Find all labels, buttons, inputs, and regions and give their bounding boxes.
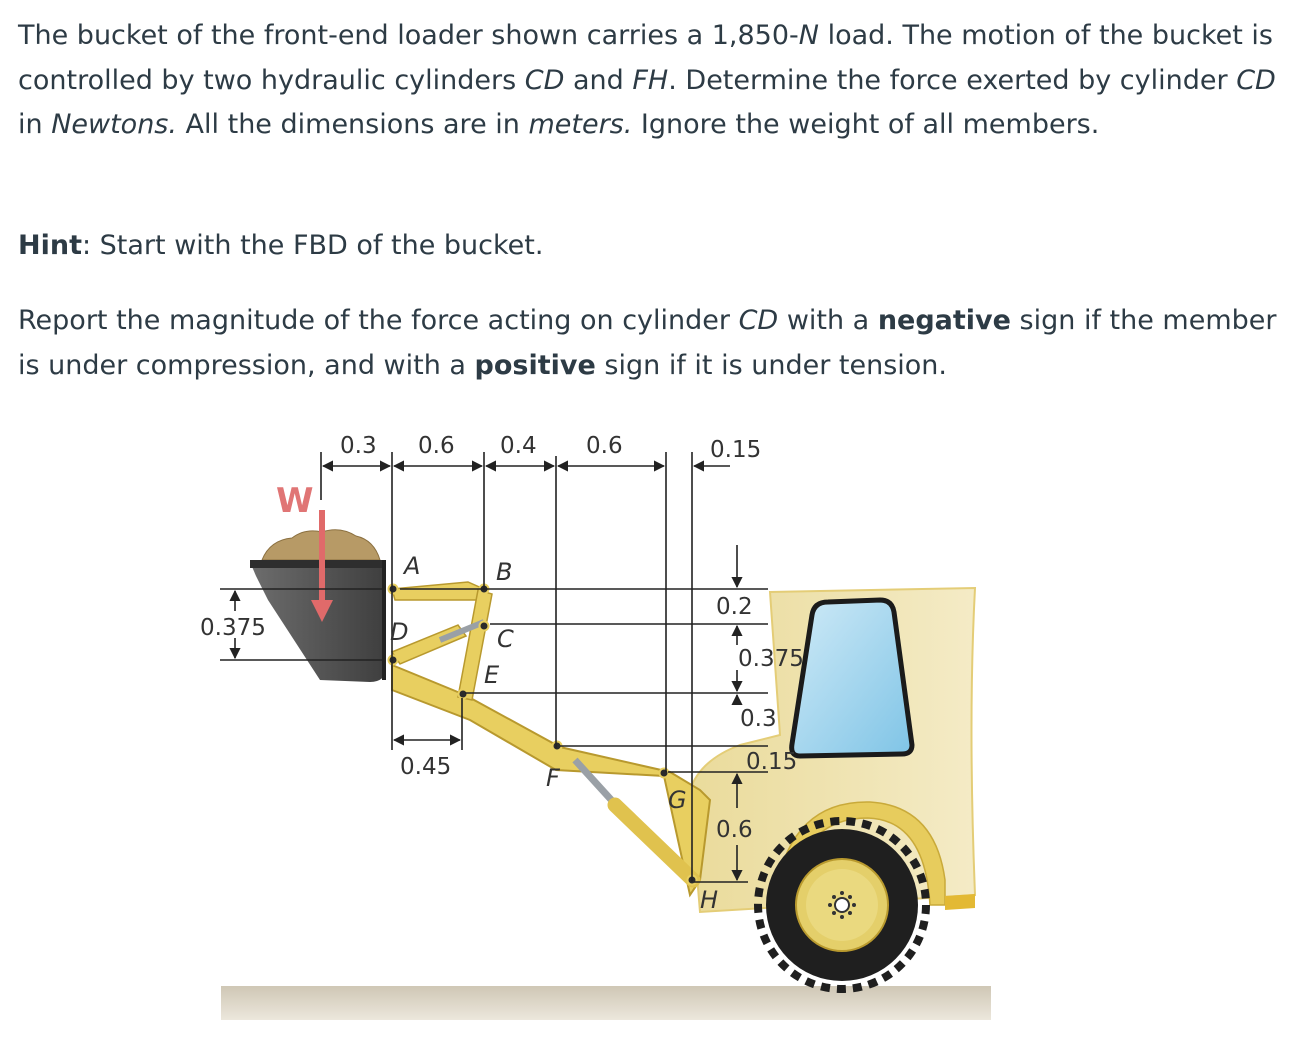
dim-right-label-3: 0.3 bbox=[740, 706, 777, 732]
problem-intro: The bucket of the front-end loader shown carries a 1,850-N load. The motion of the bucket is controlled by two hydraulic cylinders CD and FH. Determine the force exerted by cylinder CD in Newtons. All the dimensions are in meters. Ignore the weight of all members. bbox=[18, 20, 1276, 140]
dim-right-label-1: 0.2 bbox=[716, 594, 753, 620]
dim-top-label-2: 0.6 bbox=[418, 433, 455, 459]
problem-statement bbox=[18, 14, 1278, 148]
point-h-label: H bbox=[700, 886, 719, 914]
dim-top-label-5: 0.15 bbox=[710, 437, 762, 463]
ground bbox=[221, 986, 991, 1020]
report-instructions: Report the magnitude of the force acting on cylinder CD with a negative sign if the member is under compression, and with a positive sign if it is under tension. bbox=[18, 305, 1277, 381]
point-a-label: A bbox=[404, 552, 421, 580]
load-label: W bbox=[276, 481, 314, 521]
bucket-rim bbox=[250, 560, 384, 568]
point-e-label: E bbox=[484, 661, 500, 689]
cab-window bbox=[792, 600, 912, 756]
hint-label: Hint bbox=[18, 230, 82, 261]
hint bbox=[18, 224, 1278, 269]
fender-step bbox=[945, 894, 975, 910]
dim-top-label-1: 0.3 bbox=[340, 433, 377, 459]
bucket bbox=[250, 562, 384, 682]
dim-right-label-4: 0.15 bbox=[746, 749, 798, 775]
point-g-label: G bbox=[668, 786, 687, 814]
link-ab bbox=[392, 582, 486, 600]
dim-top-label-4: 0.6 bbox=[586, 433, 623, 459]
dim-right-label-5: 0.6 bbox=[716, 817, 753, 843]
dim-bottom-label: 0.45 bbox=[400, 754, 452, 780]
dim-top-label-3: 0.4 bbox=[500, 433, 537, 459]
point-b-label: B bbox=[496, 558, 513, 586]
dim-left-label: 0.375 bbox=[200, 615, 266, 641]
point-c-label: C bbox=[497, 625, 514, 653]
point-f-label: F bbox=[546, 764, 560, 792]
hint-text: : Start with the FBD of the bucket. bbox=[81, 230, 544, 261]
point-d-label: D bbox=[390, 618, 409, 646]
dim-right-label-2: 0.375 bbox=[738, 646, 804, 672]
loader-figure bbox=[0, 400, 1296, 1052]
